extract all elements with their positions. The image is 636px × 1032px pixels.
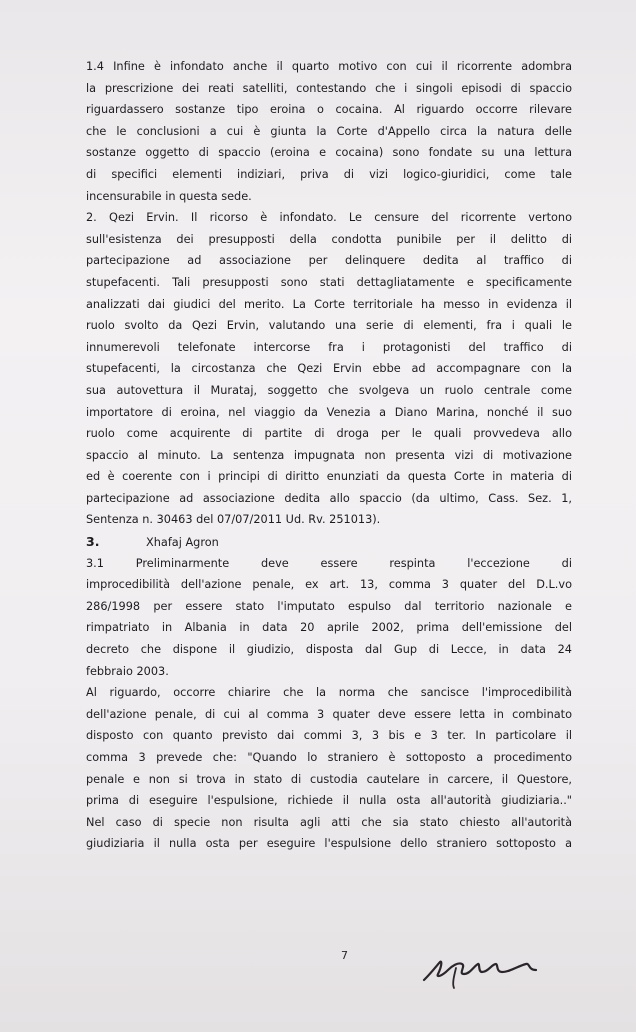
text-line: riguardassero sostanze tipo eroina o cocaina. Al riguardo occorre rilevare xyxy=(86,103,572,117)
text-line: comma 3 prevede che: "Quando lo straniero è sottoposto a procedimento xyxy=(86,751,572,764)
text-line: ed è coerente con i principi di diritto enunziati da questa Corte in materia di xyxy=(86,470,572,484)
text-line: rimpatriato in Albania in data 20 aprile 2002, prima dell'emissione del xyxy=(86,621,572,635)
text-line: 1.4 Infine è infondato anche il quarto motivo con cui il ricorrente adombra xyxy=(86,60,572,73)
text-line: 286/1998 per essere stato l'imputato espulso dal territorio nazionale e xyxy=(86,599,572,613)
text-line: decreto che dispone il giudizio, disposta dal Gup di Lecce, in data 24 xyxy=(86,643,572,657)
text-line: stupefacenti, la circostanza che Qezi Ervin ebbe ad accompagnare con la xyxy=(86,362,572,376)
text-line: la prescrizione dei reati satelliti, contestando che i singoli episodi di spaccio xyxy=(86,81,572,95)
text-line: innumerevoli telefonate intercorse fra i protagonisti del traffico di xyxy=(86,340,572,354)
text-line: 2. Qezi Ervin. Il ricorso è infondato. Le censure del ricorrente vertono xyxy=(86,211,572,225)
text-line: importatore di eroina, nel viaggio da Venezia a Diano Marina, nonché il suo xyxy=(86,405,572,419)
text-line: sostanze oggetto di spaccio (eroina e cocaina) sono fondate su una lettura xyxy=(86,146,572,160)
text-line: stupefacenti. Tali presupposti sono stati dettagliatamente e specificamente xyxy=(86,275,572,289)
text-line: febbraio 2003. xyxy=(86,664,169,678)
text-line: improcedibilità dell'azione penale, ex art. 13, comma 3 quater del D.L.vo xyxy=(86,578,572,592)
section-title: Xhafaj Agron xyxy=(146,536,219,550)
text-line: incensurabile in questa sede. xyxy=(86,189,252,203)
text-line: penale e non si trova in stato di custodia cautelare in carcere, il Questore, xyxy=(86,772,572,786)
text-line: ruolo come acquirente di partite di droga per le quali provvedeva allo xyxy=(86,427,572,441)
text-line: di specifici elementi indiziari, priva di vizi logico-giuridici, come tale xyxy=(86,167,572,181)
text-line: Nel caso di specie non risulta agli atti che sia stato chiesto all'autorità xyxy=(86,815,572,829)
text-line: partecipazione ad associazione per delinquere dedita al traffico di xyxy=(86,254,572,268)
section-number: 3. xyxy=(86,534,100,550)
text-line: che le conclusioni a cui è giunta la Corte d'Appello circa la natura delle xyxy=(86,124,572,138)
text-line: ruolo svolto da Qezi Ervin, valutando una serie di elementi, fra i quali le xyxy=(86,319,572,333)
text-line: sua autovettura il Murataj, soggetto che svolgeva un ruolo centrale come xyxy=(86,383,572,397)
section-heading xyxy=(86,531,572,553)
text-line: prima di eseguire l'espulsione, richiede il nulla osta all'autorità giudiziaria.." xyxy=(86,794,572,808)
page-number: 7 xyxy=(341,949,348,962)
text-line: disposto con quanto previsto dai commi 3, 3 bis e 3 ter. In particolare il xyxy=(86,729,572,743)
text-line: partecipazione ad associazione dedita allo spaccio (da ultimo, Cass. Sez. 1, xyxy=(86,491,572,505)
text-line: 3.1 Preliminarmente deve essere respinta l'eccezione di xyxy=(86,556,572,570)
text-line: sull'esistenza dei presupposti della condotta punibile per il delitto di xyxy=(86,232,572,246)
text-line: dell'azione penale, di cui al comma 3 quater deve essere letta in combinato xyxy=(86,707,572,721)
text-line: analizzati dai giudici del merito. La Corte territoriale ha messo in evidenza il xyxy=(86,297,572,311)
text-line: spaccio al minuto. La sentenza impugnata non presenta vizi di motivazione xyxy=(86,448,572,462)
text-line: giudiziaria il nulla osta per eseguire l'espulsione dello straniero sottoposto a xyxy=(86,837,572,851)
signature-mark xyxy=(418,950,558,990)
text-line: Al riguardo, occorre chiarire che la norma che sancisce l'improcedibilità xyxy=(86,686,572,700)
body-text xyxy=(86,56,572,855)
text-line: Sentenza n. 30463 del 07/07/2011 Ud. Rv. 251013). xyxy=(86,513,381,527)
